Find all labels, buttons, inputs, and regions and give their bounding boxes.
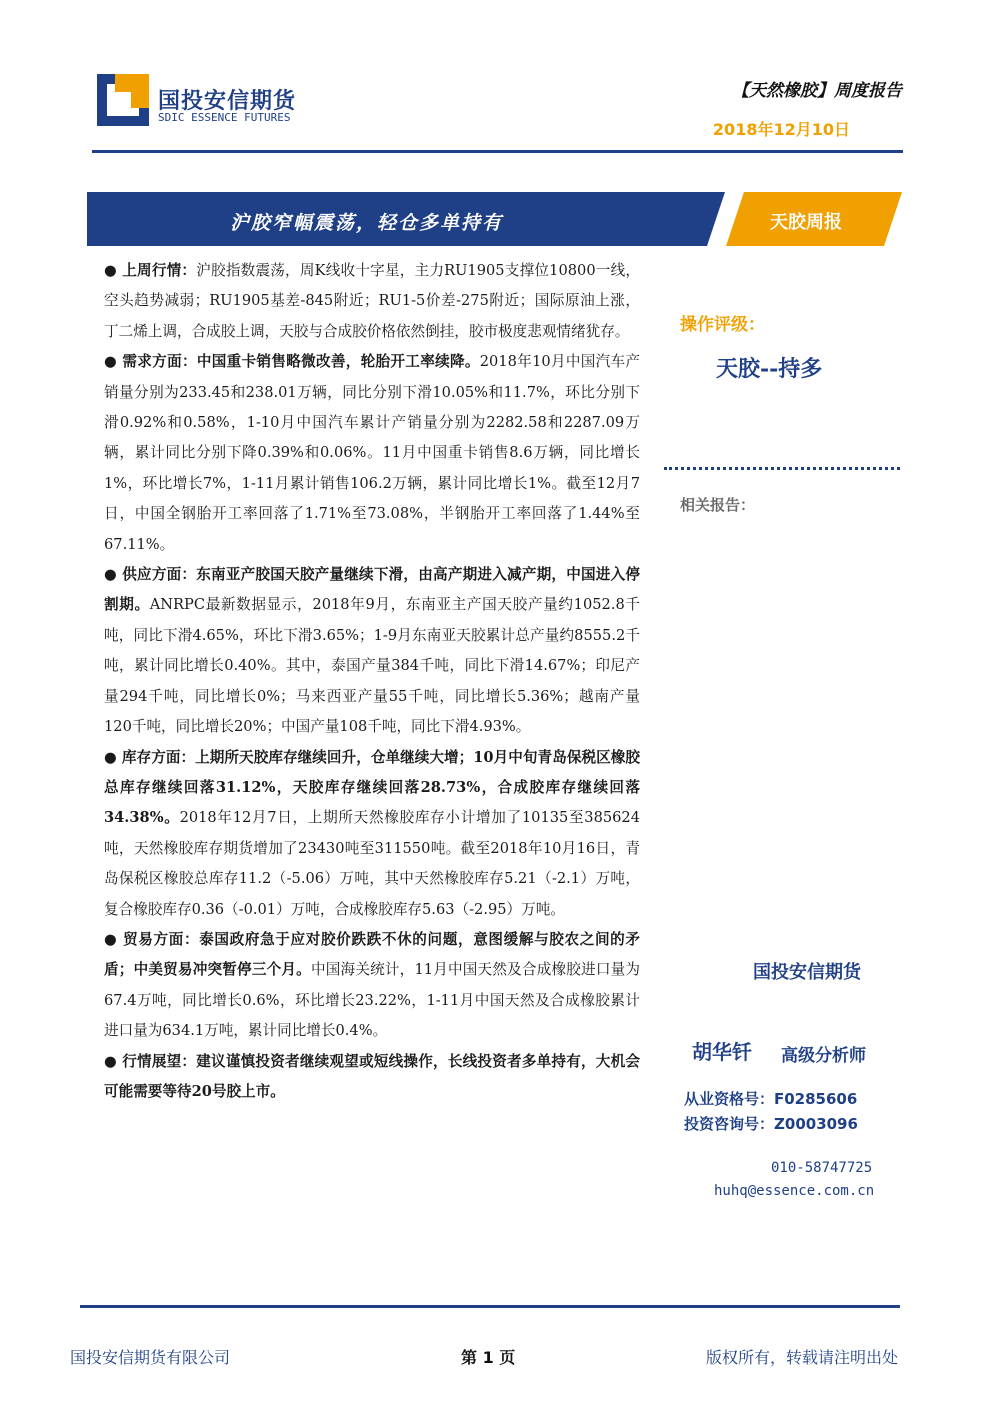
report-type-tag: 【天然橡胶】周度报告	[732, 81, 902, 101]
bullet-icon: ●	[104, 748, 117, 766]
rating-label: 操作评级：	[680, 315, 765, 335]
bullet-icon: ●	[104, 930, 118, 948]
report-section	[104, 347, 640, 560]
consulting-license: 投资咨询号：Z0003096	[684, 1115, 858, 1133]
header-divider	[92, 150, 903, 153]
analyst-phone: 010-58747725	[771, 1160, 873, 1176]
logo-company-name-en: SDIC ESSENCE FUTURES	[158, 111, 291, 124]
section-heading: 库存方面：上期所天胶库存继续回升，仓单继续大增；10月中旬青岛保税区橡胶总库存继续回落31.12%，天胶库存继续回落28.73%，合成胶库存继续回落34.38%。	[104, 748, 641, 827]
section-text: ANRPC最新数据显示，2018年9月，东南亚主产国天胶产量约1052.8千吨，同比下滑4.65%，环比下滑3.65%；1-9月东南亚天胶累计总产量约8555.2千吨，累计同比增长0.40%。其中，泰国产量384千吨，同比下滑14.67%；印尼产量294千吨，同比增长0%；马来西亚产量55千吨，同比增长5.36%；越南产量120千吨，同比增长20%；中国产量108千吨，同比下滑4.93%。	[104, 596, 640, 736]
report-section	[104, 256, 640, 347]
rating-value: 天胶--持多	[716, 356, 823, 382]
section-heading: 上周行情：	[116, 262, 197, 279]
section-heading: 行情展望：建议谨慎投资者继续观望或短线操作，长线投资者多单持有，大机会可能需要等待20号胶上市。	[104, 1052, 641, 1100]
section-text: 沪胶指数震荡，周K线收十字星，主力RU1905支撑位10800一线，空头趋势减弱；RU1905基差-845附近；RU1-5价差-275附近；国际原油上涨，丁二烯上调，合成胶上调，天胶与合成胶价格依然倒挂，胶市极度悲观情绪犹存。	[104, 262, 641, 340]
analyst-name: 胡华钎	[692, 1040, 752, 1064]
page-number: 第 1 页	[461, 1348, 516, 1367]
related-reports-label: 相关报告：	[680, 496, 756, 514]
company-logo-icon	[97, 74, 149, 126]
report-body	[104, 256, 640, 1107]
footer-company: 国投安信期货有限公司	[70, 1348, 231, 1367]
sidebar-company-name: 国投安信期货	[753, 962, 861, 983]
sidebar-dotted-divider	[664, 467, 900, 470]
section-heading: 供应方面：东南亚产胶国天胶产量继续下滑，由高产期进入减产期，中国进入停割期。	[104, 566, 641, 614]
section-heading: 需求方面：中国重卡销售略微改善，轮胎开工率续降。	[117, 353, 480, 371]
analyst-email[interactable]: huhq@essence.com.cn	[714, 1183, 875, 1199]
copyright-notice: 版权所有，转载请注明出处	[706, 1348, 899, 1367]
report-section	[104, 560, 640, 742]
section-text: 2018年10月中国汽车产销量分别为233.45和238.01万辆，同比分别下滑10.05%和11.7%，环比分别下滑0.92%和0.58%，1-10月中国汽车累计产销量分别为2282.58和2287.09万辆，累计同比分别下降0.39%和0.06%。11月中国重卡销售8.6万辆，同比增长1%，环比增长7%，1-11月累计销售106.2万辆，累计同比增长1%。截至12月7日，中国全钢胎开工率回落了1.71%至73.08%，半钢胎开工率回落了1.44%至67.11%。	[104, 353, 640, 553]
section-text: 中国海关统计，11月中国天然及合成橡胶进口量为67.4万吨，同比增长0.6%，环比增长23.22%，1-11月中国天然及合成橡胶累计进口量为634.1万吨，累计同比增长0.4%。	[104, 961, 640, 1040]
analyst-title: 高级分析师	[781, 1046, 866, 1066]
report-date: 2018年12月10日	[712, 120, 850, 139]
section-heading: 贸易方面：泰国政府急于应对胶价跌跌不休的问题，意图缓解与胶农之间的矛盾；中美贸易冲突暂停三个月。	[104, 930, 641, 979]
section-text: 2018年12月7日，上期所天然橡胶库存小计增加了10135至385624吨，天然橡胶库存期货增加了23430吨至311550吨。截至2018年10月16日，青岛保税区橡胶总库存11.2（-5.06）万吨，其中天然橡胶库存5.21（-2.1）万吨，复合橡胶库存0.36（-0.01）万吨，合成橡胶库存5.63（-2.95）万吨。	[104, 809, 640, 918]
bullet-icon: ●	[104, 353, 118, 371]
bullet-icon: ●	[104, 566, 117, 584]
footer-divider	[80, 1305, 900, 1308]
report-section	[104, 925, 640, 1047]
practice-license: 从业资格号：F0285606	[684, 1090, 858, 1108]
bullet-icon: ●	[104, 262, 117, 279]
bullet-icon: ●	[104, 1052, 117, 1070]
report-category-tag: 天胶周报	[770, 212, 842, 233]
logo-company-name: 国投安信期货	[158, 89, 297, 114]
report-headline: 沪胶窄幅震荡，轻仓多单持有	[230, 212, 504, 234]
report-section	[104, 1047, 640, 1108]
report-section	[104, 743, 640, 925]
